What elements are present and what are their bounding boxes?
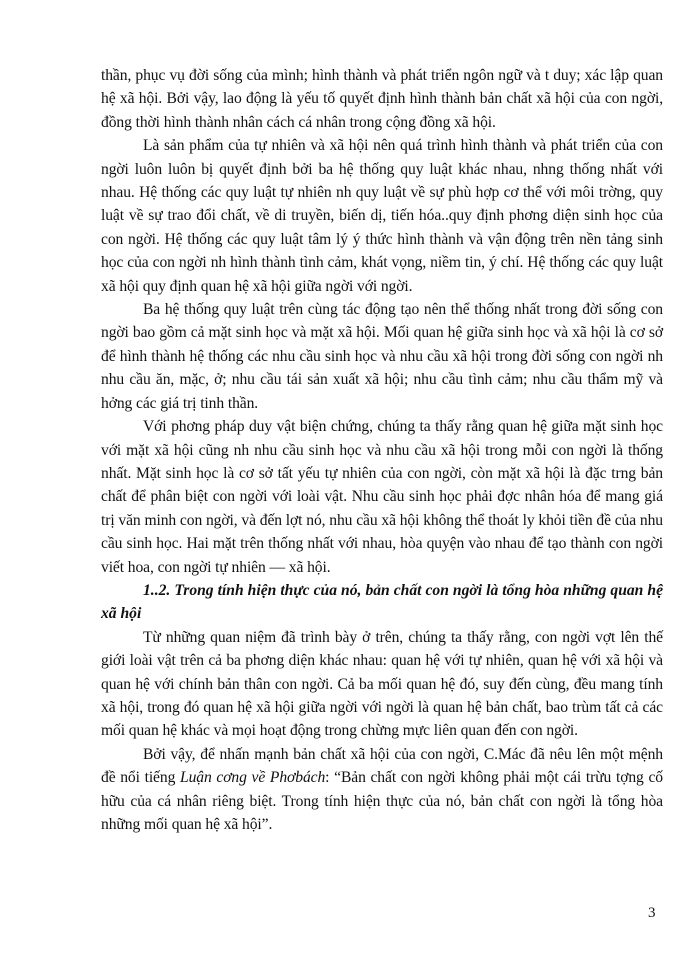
paragraph-1: thần, phục vụ đời sống của mình; hình thành và phát triển ngôn ngữ và t duy; xác lập quan hệ xã hội. Bởi vậy, lao động là yếu tố quyết định hình thành bản chất xã hội của con ngời, đồng thời hình thành nhân cách cá nhân trong cộng đồng xã hội. — [101, 67, 663, 131]
page-body — [101, 64, 663, 836]
work-title: Luận cơng về Phơbách — [180, 769, 326, 787]
paragraph-6 — [101, 743, 663, 837]
paragraph-6-lead: Bởi vậy, để nhấn mạnh bản chất xã hội của con ngời, C.Mác đã nêu lên một mệnh đề nổi tiếng — [101, 745, 663, 787]
page-number: 3 — [648, 905, 656, 921]
paragraph-3: Ba hệ thống quy luật trên cùng tác động tạo nên thể thống nhất trong đời sống con ngời bao gồm cả mặt sinh học và mặt xã hội. Mối quan hệ giữa sinh học và xã hội là cơ sở để hình thành hệ thống các nhu cầu sinh học và nhu cầu xã hội trong đời sống con ngời nh nhu cầu ăn, mặc, ở; nhu cầu tái sản xuất xã hội; nhu cầu tình cảm; nhu cầu thẩm mỹ và hởng các giá trị tinh thần. — [101, 301, 663, 412]
section-heading: 1..2. Trong tính hiện thực của nó, bản chất con ngời là tổng hòa những quan hệ xã hội — [101, 581, 663, 623]
paragraph-5: Từ những quan niệm đã trình bày ở trên, chúng ta thấy rằng, con ngời vợt lên thế giới loài vật trên cả ba phơng diện khác nhau: quan hệ với tự nhiên, quan hệ với xã hội và quan hệ với chính bản thân con ngời. Cả ba mối quan hệ đó, suy đến cùng, đều mang tính xã hội, trong đó quan hệ xã hội giữa ngời với ngời là quan hệ bản chất, bao trùm tất cả các mối quan hệ khác và mọi hoạt động trong chừng mực liên quan đến con ngời. — [101, 628, 663, 740]
paragraph-4: Với phơng pháp duy vật biện chứng, chúng ta thấy rằng quan hệ giữa mặt sinh học với mặt xã hội cũng nh nhu cầu sinh học và nhu cầu xã hội trong mỗi con ngời là thống nhất. Mặt sinh học là cơ sở tất yếu tự nhiên của con ngời, còn mặt xã hội là đặc trng bản chất để phân biệt con ngời với loài vật. Nhu cầu sinh học phải đợc nhân hóa để mang giá trị văn minh con ngời, và đến lợt nó, nhu cầu xã hội không thể thoát ly khỏi tiền đề của nhu cầu sinh học. Hai mặt trên thống nhất với nhau, hòa quyện vào nhau để tạo thành con ngời viết hoa, con ngời tự nhiên — xã hội. — [101, 418, 663, 576]
quotation: : “Bản chất con ngời không phải một cái trừu tợng cố hữu của cá nhân riêng biệt. Trong tính hiện thực của nó, bản chất con ngời là tổng hòa những mối quan hệ xã hội”. — [101, 769, 663, 833]
paragraph-2: Là sản phẩm của tự nhiên và xã hội nên quá trình hình thành và phát triển của con ngời luôn luôn bị quyết định bởi ba hệ thống quy luật khác nhau, nhng thống nhất với nhau. Hệ thống các quy luật tự nhiên nh quy luật về sự phù hợp cơ thể với môi trờng, quy luật về sự trao đổi chất, về di truyền, biến dị, tiến hóa..quy định phơng diện sinh học của con ngời. Hệ thống các quy luật tâm lý ý thức hình thành và vận động trên nền tảng sinh học của con ngời nh hình thành tình cảm, khát vọng, niềm tin, ý chí. Hệ thống các quy luật xã hội quy định quan hệ xã hội giữa ngời với ngời. — [101, 137, 663, 295]
